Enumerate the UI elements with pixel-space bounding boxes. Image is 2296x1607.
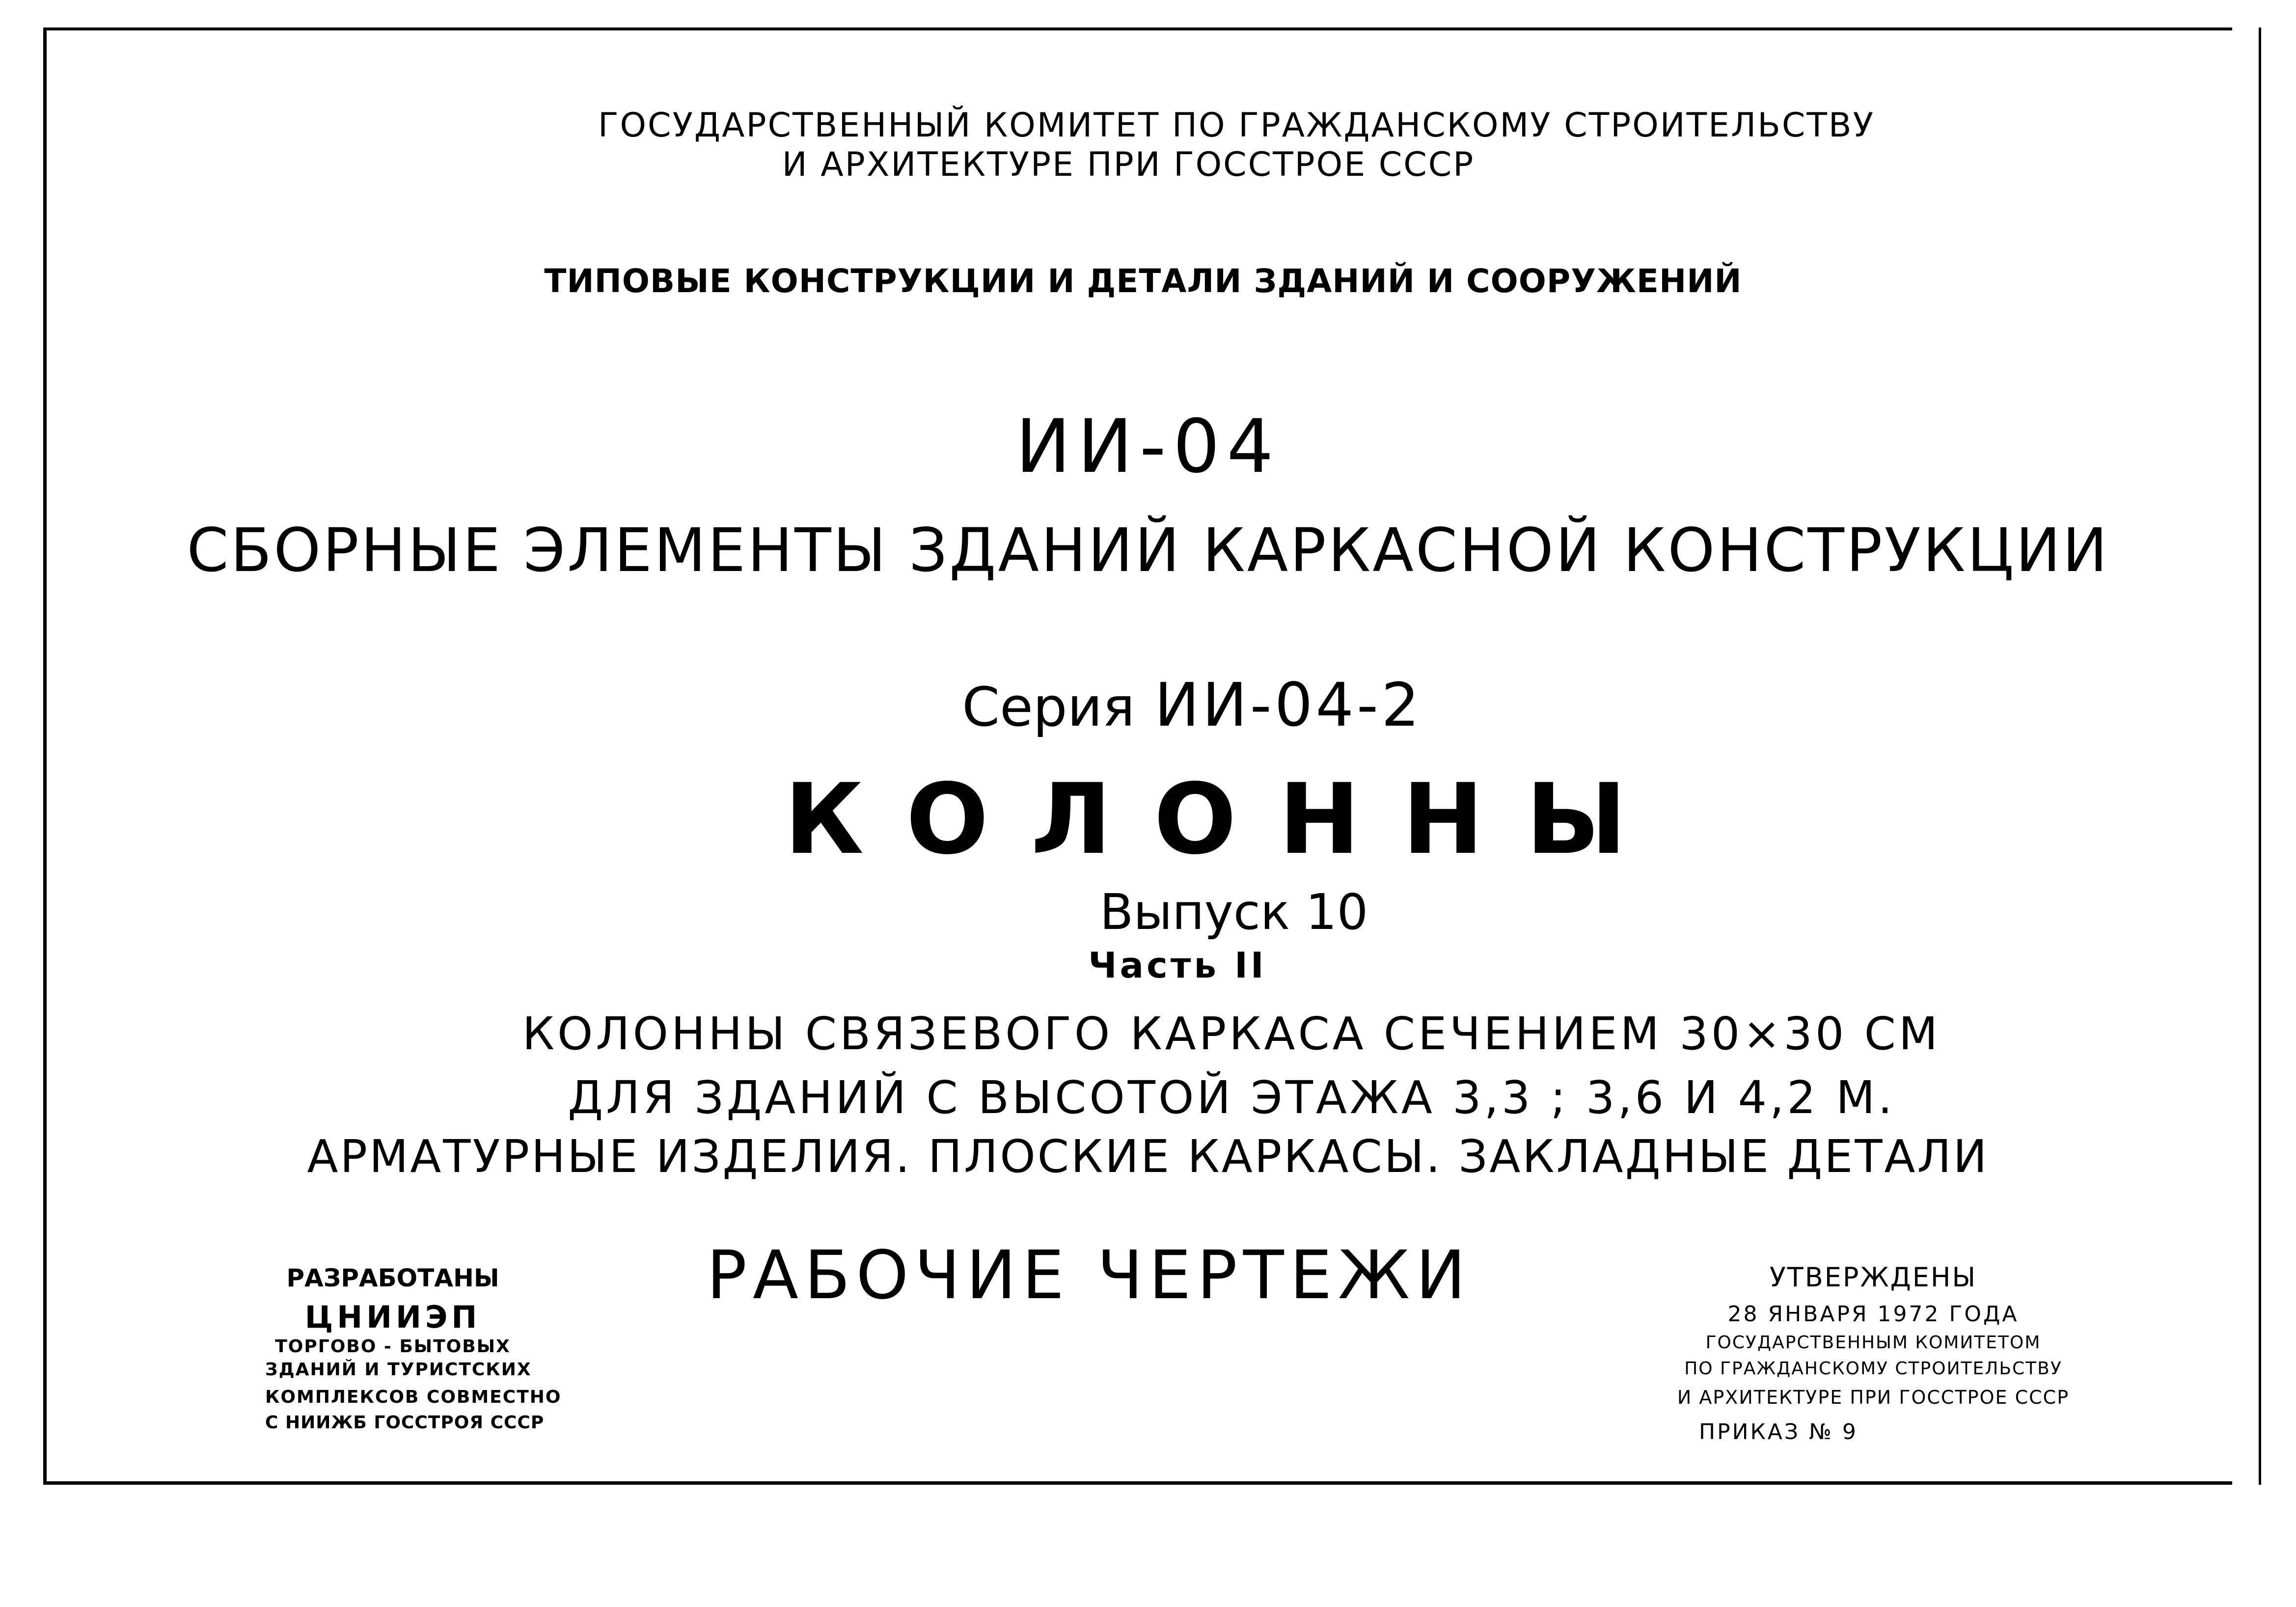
org-line-2: И АРХИТЕКТУРЕ ПРИ ГОССТРОЕ СССР [782,145,1475,184]
frame-right-edge [2259,27,2261,1485]
part-number: Часть II [1088,945,1267,986]
series-label: Серия [962,676,1135,738]
developer-line-3: КОМПЛЕКСОВ СОВМЕСТНО [265,1387,562,1407]
series-line [0,670,2296,740]
typical-designs-heading: ТИПОВЫЕ КОНСТРУКЦИИ И ДЕТАЛИ ЗДАНИЙ И СООРУЖЕНИЙ [544,262,1742,300]
collection-title: СБОРНЫЕ ЭЛЕМЕНТЫ ЗДАНИЙ КАРКАСНОЙ КОНСТРУКЦИИ [187,516,2109,585]
developer-line-2: ЗДАНИЙ И ТУРИСТСКИХ [265,1360,532,1380]
main-title: КОЛОННЫ [784,763,1669,876]
approval-date: 28 ЯНВАРЯ 1972 ГОДА [1727,1302,2019,1327]
stage-title: РАБОЧИЕ ЧЕРТЕЖИ [707,1237,1472,1314]
approved-heading: УТВЕРЖДЕНЫ [1769,1262,1977,1293]
org-line-1: ГОСУДАРСТВЕННЫЙ КОМИТЕТ ПО ГРАЖДАНСКОМУ СТРОИТЕЛЬСТВУ [598,106,1875,145]
approval-line-2: ПО ГРАЖДАНСКОМУ СТРОИТЕЛЬСТВУ [1684,1359,2062,1379]
approval-line-3: И АРХИТЕКТУРЕ ПРИ ГОССТРОЕ СССР [1677,1387,2070,1408]
developed-heading: РАЗРАБОТАНЫ [286,1264,499,1292]
description-line-1: КОЛОННЫ СВЯЗЕВОГО КАРКАСА СЕЧЕНИЕМ 30×30 СМ [522,1008,1941,1060]
developer-line-1: ТОРГОВО - БЫТОВЫХ [275,1336,511,1357]
series-code: ИИ-04-2 [1154,670,1422,740]
developer-line-4: С НИИЖБ ГОССТРОЯ СССР [265,1413,545,1433]
approval-line-1: ГОСУДАРСТВЕННЫМ КОМИТЕТОМ [1705,1333,2041,1353]
approval-order: ПРИКАЗ № 9 [1699,1419,1858,1444]
catalog-code: ИИ-04 [1015,404,1281,490]
issue-number: Выпуск 10 [1099,883,1368,941]
developer-org: ЦНИИЭП [304,1299,481,1335]
description-line-3: АРМАТУРНЫЕ ИЗДЕЛИЯ. ПЛОСКИЕ КАРКАСЫ. ЗАКЛАДНЫЕ ДЕТАЛИ [307,1130,1989,1183]
description-line-2: ДЛЯ ЗДАНИЙ С ВЫСОТОЙ ЭТАЖА 3,3 ; 3,6 И 4,2 М. [568,1071,1895,1124]
